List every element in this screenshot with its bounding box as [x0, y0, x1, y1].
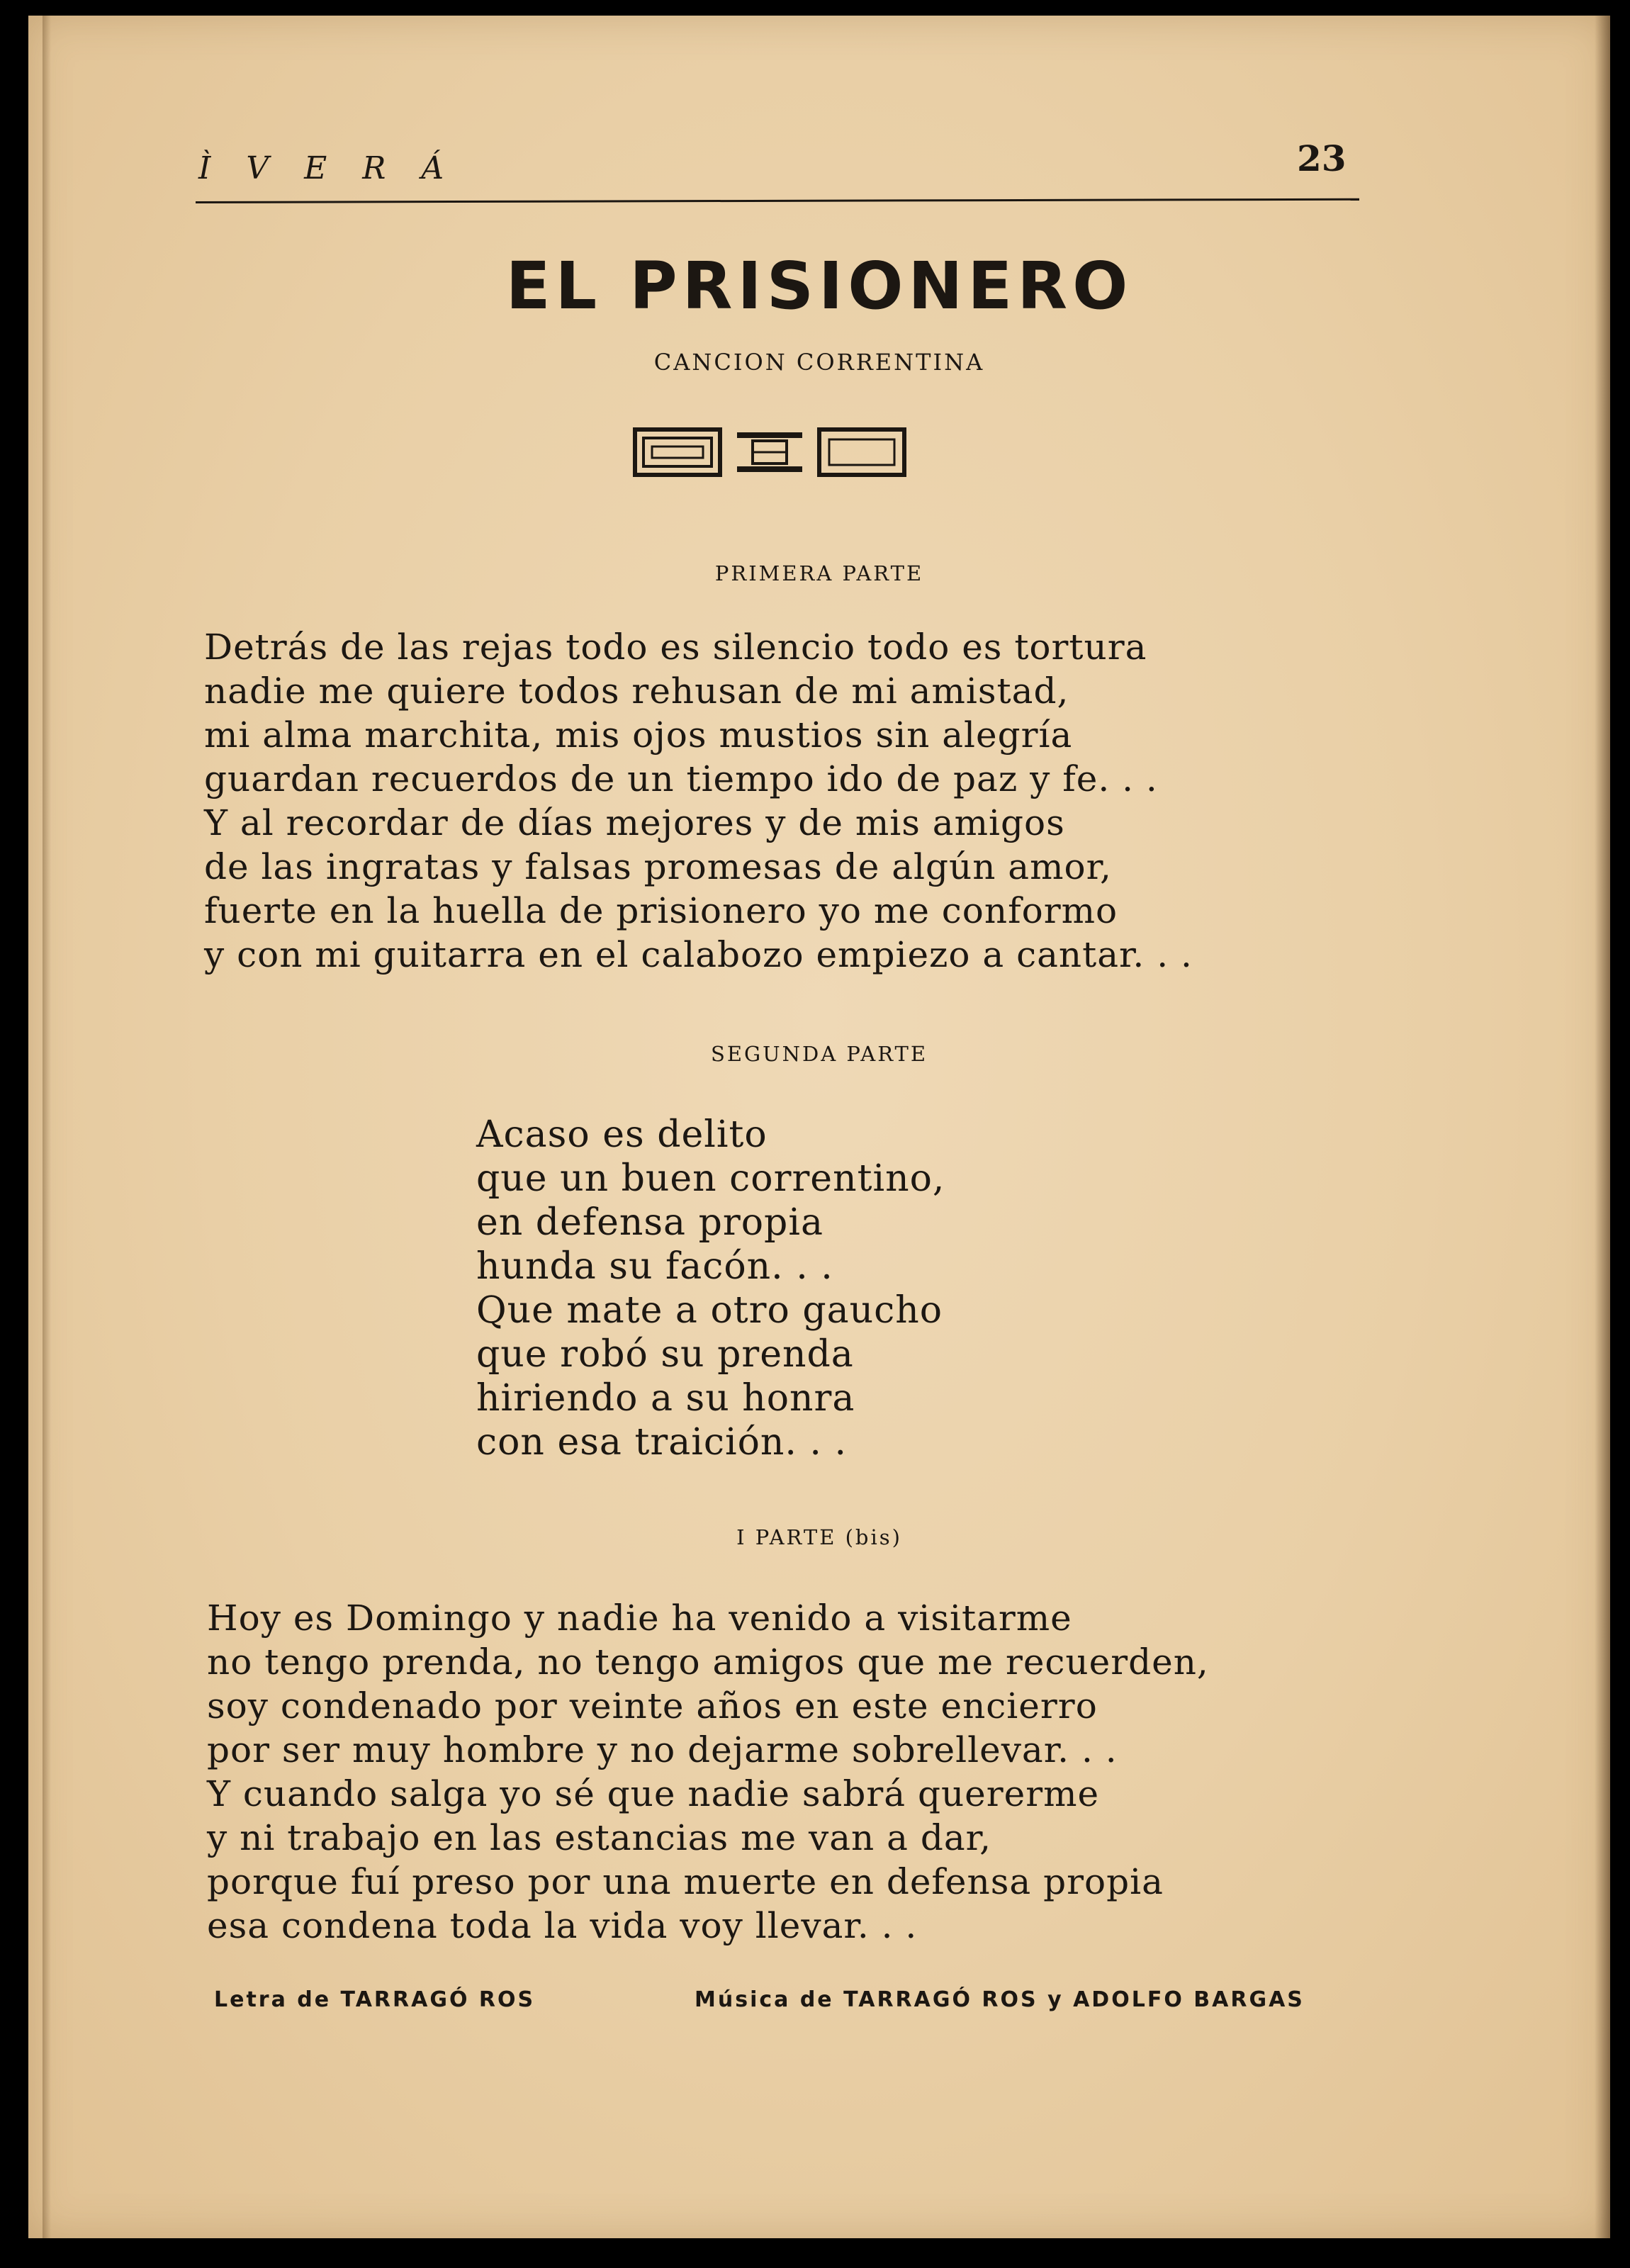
verse-line: por ser muy hombre y no dejarme sobrellevar. . .: [207, 1729, 1118, 1770]
verse-line: Hoy es Domingo y nadie ha venido a visitarme: [207, 1598, 1072, 1639]
lyrics-credit: Letra de TARRAGÓ ROS: [214, 1987, 536, 2012]
verse-line: que robó su prenda: [476, 1333, 854, 1376]
verse-primera-parte-bis: [207, 1596, 1209, 1948]
verse-line: con esa traición. . .: [476, 1421, 848, 1464]
song-title: EL PRISIONERO: [505, 248, 1133, 324]
verse-line: fuerte en la huella de prisionero yo me conformo: [204, 890, 1118, 931]
verse-line: porque fuí preso por una muerte en defensa propia: [207, 1861, 1164, 1902]
music-credit: Música de TARRAGÓ ROS y ADOLFO BARGAS: [695, 1987, 1305, 2012]
verse-primera-parte: [204, 625, 1193, 977]
verse-line: que un buen correntino,: [476, 1157, 945, 1200]
page-number: 23: [1297, 137, 1347, 179]
section-label-bis: I PARTE (bis): [736, 1525, 902, 1549]
verse-line: Y cuando salga yo sé que nadie sabrá quererme: [207, 1773, 1100, 1814]
verse-line: Detrás de las rejas todo es silencio todo es tortura: [204, 627, 1147, 668]
verse-line: y con mi guitarra en el calabozo empiezo a cantar. . .: [204, 934, 1193, 975]
verse-line: esa condena toda la vida voy llevar. . .: [207, 1905, 918, 1946]
verse-line: nadie me quiere todos rehusan de mi amistad,: [204, 670, 1069, 712]
verse-line: hiriendo a su honra: [476, 1377, 855, 1420]
verse-line: mi alma marchita, mis ojos mustios sin alegría: [204, 714, 1073, 756]
verse-line: hunda su facón. . .: [476, 1245, 833, 1288]
verse-segunda-parte: [476, 1113, 945, 1464]
verse-line: en defensa propia: [476, 1201, 824, 1244]
verse-line: Y al recordar de días mejores y de mis amigos: [204, 802, 1065, 843]
verse-line: de las ingratas y falsas promesas de algún amor,: [204, 846, 1112, 887]
verse-line: soy condenado por veinte años en este encierro: [207, 1685, 1098, 1727]
song-subtitle: CANCION CORRENTINA: [653, 349, 985, 376]
verse-line: y ni trabajo en las estancias me van a dar,: [207, 1817, 991, 1858]
section-label-segunda: SEGUNDA PARTE: [710, 1042, 928, 1066]
magazine-page: [28, 16, 1610, 2238]
header-rule: [196, 198, 1359, 203]
section-label-primera: PRIMERA PARTE: [714, 561, 924, 585]
verse-line: Que mate a otro gaucho: [476, 1289, 943, 1332]
running-head: Ì V E R Á: [198, 150, 457, 186]
decorative-ornament-icon: [607, 424, 933, 481]
verse-line: Acaso es delito: [476, 1113, 768, 1156]
verse-line: no tengo prenda, no tengo amigos que me recuerden,: [207, 1641, 1209, 1683]
verse-line: guardan recuerdos de un tiempo ido de paz y fe. . .: [204, 758, 1158, 799]
